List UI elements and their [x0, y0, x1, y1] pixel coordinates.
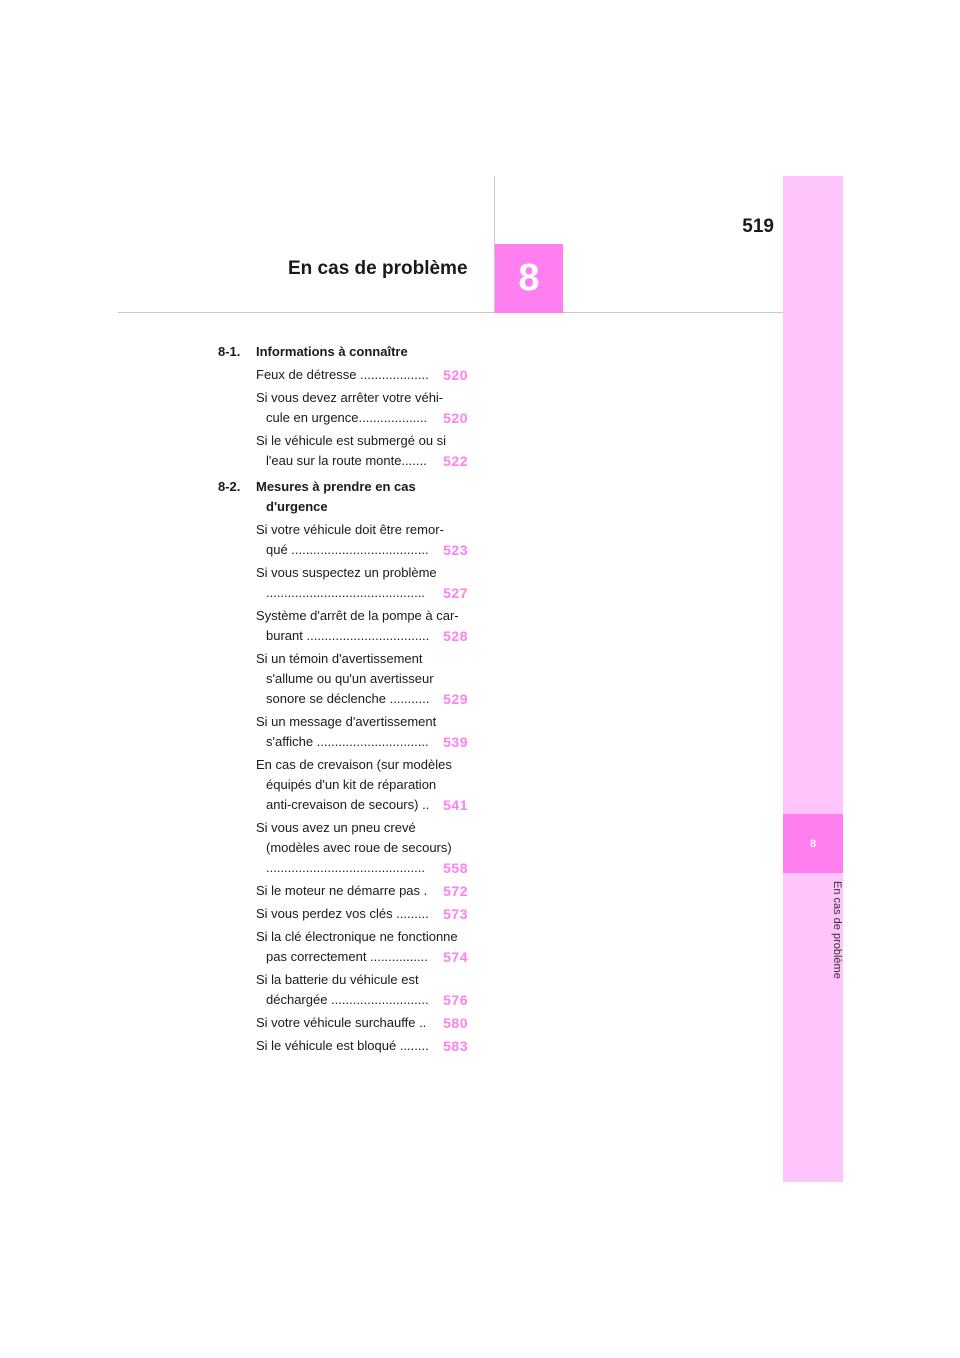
- toc-page-link[interactable]: 528: [443, 628, 468, 644]
- toc-entry[interactable]: [256, 1036, 470, 1056]
- toc-entry-text: équipés d'un kit de réparation: [266, 777, 437, 792]
- toc-entry-text: Si vous perdez vos clés .........: [256, 906, 429, 921]
- toc-entry[interactable]: [256, 818, 470, 878]
- toc-entry-text: Système d'arrêt de la pompe à car-: [256, 608, 459, 623]
- side-tab: [783, 176, 843, 1182]
- toc-entry-text: l'eau sur la route monte.......: [266, 453, 427, 468]
- toc-page-link[interactable]: 572: [443, 883, 468, 899]
- toc-page-link[interactable]: 573: [443, 906, 468, 922]
- toc-entry-text: Si le véhicule est bloqué ........: [256, 1038, 429, 1053]
- toc-page-link[interactable]: 558: [443, 860, 468, 876]
- toc-entry-text: s'allume ou qu'un avertisseur: [266, 671, 434, 686]
- toc-entry-text: Si vous suspectez un problème: [256, 565, 437, 580]
- toc-entry-text: sonore se déclenche ...........: [266, 691, 430, 706]
- toc-entry-text: anti-crevaison de secours) ..: [266, 797, 430, 812]
- toc-page-link[interactable]: 580: [443, 1015, 468, 1031]
- section-title-line: Informations à connaître: [256, 344, 408, 359]
- toc-entry[interactable]: [256, 520, 470, 560]
- toc-entry-text: s'affiche ...............................: [266, 734, 429, 749]
- side-tab-label-text: En cas de problème: [831, 881, 843, 979]
- toc-entry-text: déchargée ...........................: [266, 992, 429, 1007]
- toc-page-link[interactable]: 576: [443, 992, 468, 1008]
- toc-entry-text: Si la batterie du véhicule est: [256, 972, 419, 987]
- toc-entry-text: ............................................: [266, 860, 425, 875]
- toc-entry-text: Si votre véhicule doit être remor-: [256, 522, 444, 537]
- toc-entry-text: cule en urgence...................: [266, 410, 428, 425]
- toc-entry-text: Si la clé électronique ne fonctionne: [256, 929, 458, 944]
- toc-entry[interactable]: [256, 712, 470, 752]
- toc-page-link[interactable]: 529: [443, 691, 468, 707]
- toc-entry-text: ............................................: [266, 585, 425, 600]
- toc-entry[interactable]: [256, 970, 470, 1010]
- chapter-number-box: 8: [495, 244, 563, 313]
- toc-entry[interactable]: [256, 881, 470, 901]
- toc-entry[interactable]: [256, 563, 470, 603]
- section-number: 8-1.: [218, 344, 241, 359]
- section-heading: [218, 477, 470, 517]
- toc-entry[interactable]: [256, 904, 470, 924]
- section-title-line: Mesures à prendre en cas: [256, 479, 416, 494]
- header-divider-horizontal: [118, 312, 783, 313]
- toc-entry[interactable]: [256, 606, 470, 646]
- toc-page-link[interactable]: 520: [443, 410, 468, 426]
- toc-page-link[interactable]: 539: [443, 734, 468, 750]
- toc-page-link[interactable]: 541: [443, 797, 468, 813]
- toc-entry[interactable]: [256, 1013, 470, 1033]
- toc-page-link[interactable]: 520: [443, 367, 468, 383]
- toc-page-link[interactable]: 523: [443, 542, 468, 558]
- table-of-contents: [218, 342, 470, 1059]
- toc-entry-text: (modèles avec roue de secours): [266, 840, 452, 855]
- toc-entry[interactable]: [256, 927, 470, 967]
- section-number: 8-2.: [218, 479, 241, 494]
- toc-entry[interactable]: [256, 431, 470, 471]
- side-tab-label: [783, 881, 843, 1021]
- toc-page-link[interactable]: 522: [443, 453, 468, 469]
- side-tab-number: 8: [783, 814, 843, 873]
- toc-entry-text: qué ......................................: [266, 542, 429, 557]
- toc-entry[interactable]: [256, 388, 470, 428]
- toc-page-link[interactable]: 527: [443, 585, 468, 601]
- page-number: 519: [742, 216, 774, 237]
- toc-entry[interactable]: [256, 365, 470, 385]
- toc-entry-text: Si le véhicule est submergé ou si: [256, 433, 447, 448]
- toc-entry-text: pas correctement ................: [266, 949, 428, 964]
- toc-page-link[interactable]: 574: [443, 949, 468, 965]
- chapter-title: En cas de problème: [288, 258, 468, 279]
- toc-entry-text: Si votre véhicule surchauffe ..: [256, 1015, 427, 1030]
- toc-entry-text: Si vous devez arrêter votre véhi-: [256, 390, 444, 405]
- section-title-line: d'urgence: [266, 499, 328, 514]
- section-heading: [218, 342, 470, 362]
- toc-page-link[interactable]: 583: [443, 1038, 468, 1054]
- toc-entry-text: Si le moteur ne démarre pas .: [256, 883, 428, 898]
- toc-entry-text: burant ..................................: [266, 628, 430, 643]
- toc-entry-text: Si un message d'avertissement: [256, 714, 437, 729]
- toc-entry-text: Si vous avez un pneu crevé: [256, 820, 416, 835]
- toc-entry-text: Si un témoin d'avertissement: [256, 651, 423, 666]
- toc-entry-text: En cas de crevaison (sur modèles: [256, 757, 452, 772]
- toc-entry[interactable]: [256, 755, 470, 815]
- toc-entry-text: Feux de détresse ...................: [256, 367, 429, 382]
- toc-entry[interactable]: [256, 649, 470, 709]
